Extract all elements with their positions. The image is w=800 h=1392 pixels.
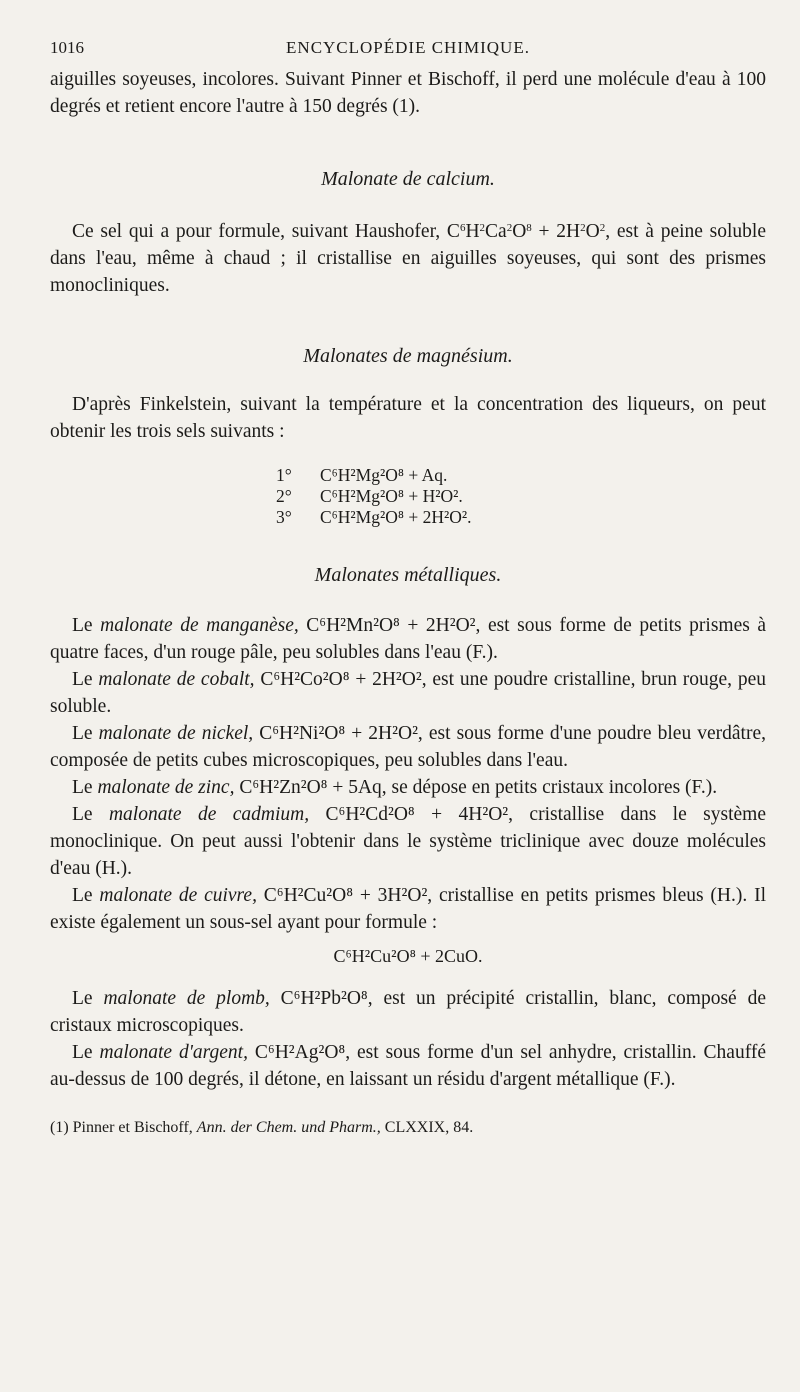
section-title-magnesium: Malonates de magnésium. (303, 345, 513, 367)
entry-nickel: Le malonate de nickel, C⁶H²Ni²O⁸ + 2H²O², est sous forme d'une poudre bleu verdâtre, composée de petits cubes microscopiques, peu solubles dans l'eau. (50, 723, 766, 771)
section-title-metalliques: Malonates métalliques. (314, 564, 502, 586)
magnesium-paragraph: D'après Finkelstein, suivant la température et la concentration des liqueurs, on peut obtenir les trois sels suivants : (50, 394, 766, 442)
entry-cadmium: Le malonate de cadmium, C⁶H²Cd²O⁸ + 4H²O², cristallise dans le système monoclinique. On peut aussi l'obtenir dans le système triclinique avec douze molécules d'eau (H.). (50, 804, 766, 879)
entry-zinc: Le malonate de zinc, C⁶H²Zn²O⁸ + 5Aq, se dépose en petits cristaux incolores (F.). (72, 777, 718, 798)
entry-cuivre: Le malonate de cuivre, C⁶H²Cu²O⁸ + 3H²O², cristallise en petits prismes bleus (H.). Il existe également un sous-sel ayant pour formule : (50, 885, 766, 933)
page-header (50, 38, 766, 66)
list-item: 2° C⁶H²Mg²O⁸ + H²O². (276, 486, 463, 506)
entry-manganese: Le malonate de manganèse, C⁶H²Mn²O⁸ + 2H²O², est sous forme de petits prismes à quatre faces, d'un rouge pâle, peu solubles dans l'eau (F.). (50, 615, 767, 663)
list-item: 3° C⁶H²Mg²O⁸ + 2H²O². (276, 507, 472, 527)
calcium-paragraph: Ce sel qui a pour formule, suivant Haushofer, $C^6H^2Ca^2O^8 + 2H^2O^2$, est à peine soluble dans l'eau, même à chaud ; il cristallise en aiguilles soyeuses, qui sont des prismes monocliniques. (50, 221, 767, 296)
footnote: (1) Pinner et Bischoff, Ann. der Chem. und Pharm., CLXXIX, 84. (50, 1119, 474, 1136)
entry-cobalt: Le malonate de cobalt, C⁶H²Co²O⁸ + 2H²O², est une poudre cristalline, brun rouge, peu soluble. (50, 669, 766, 717)
subsalt-formula: C⁶H²Cu²O⁸ + 2CuO. (333, 946, 483, 966)
entry-argent: Le malonate d'argent, C⁶H²Ag²O⁸, est sous forme d'un sel anhydre, cristallin. Chauffé au-dessus de 100 degrés, il détone, en laissant un résidu d'argent métallique (F.). (50, 1042, 767, 1090)
entry-plomb: Le malonate de plomb, C⁶H²Pb²O⁸, est un précipité cristallin, blanc, composé de cristaux microscopiques. (50, 988, 766, 1036)
magnesium-list (276, 465, 766, 528)
list-item: 1° C⁶H²Mg²O⁸ + Aq. (276, 465, 448, 485)
running-title: ENCYCLOPÉDIE CHIMIQUE. (286, 38, 530, 57)
page-number: 1016 (50, 38, 84, 57)
document-page (50, 38, 766, 1139)
intro-paragraph: aiguilles soyeuses, incolores. Suivant Pinner et Bischoff, il perd une molécule d'eau à 100 degrés et retient encore l'autre à 150 degrés (1). (50, 69, 766, 117)
section-title-calcium: Malonate de calcium. (321, 168, 495, 190)
